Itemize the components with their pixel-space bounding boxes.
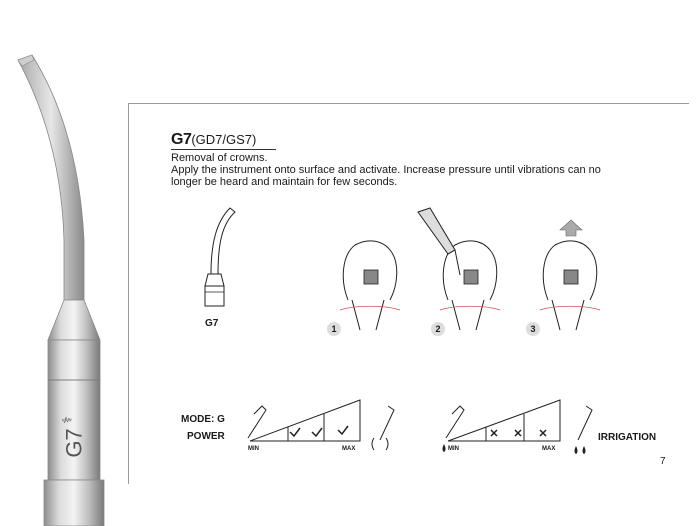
power-label: POWER (187, 431, 225, 442)
page-title (171, 131, 256, 149)
power-max-label: MAX (342, 446, 356, 452)
page-number: 7 (660, 456, 666, 467)
irrigation-min-label: MIN (448, 446, 459, 452)
step-illustrations (320, 200, 620, 350)
water-drop-icon (443, 444, 446, 452)
small-tip-illustration (196, 204, 236, 314)
power-min-label: MIN (248, 446, 259, 452)
power-tool-icon-min (248, 406, 266, 438)
alt-models: (GD7/GS7) (191, 132, 257, 147)
model-name: G7 (171, 131, 192, 148)
description-line-3: longer be heard and maintain for few seconds. (171, 176, 398, 188)
irrigation-max-label: MAX (542, 446, 556, 452)
irrigation-drops-icon (568, 402, 596, 458)
irrigation-label: IRRIGATION (598, 432, 657, 443)
step-badge-3: 3 (526, 322, 540, 336)
tooth-step-2 (418, 208, 500, 330)
step-badge-2: 2 (431, 322, 445, 336)
step-badge-1: 1 (327, 322, 341, 336)
title-underline (171, 149, 276, 150)
tip-logo-icon: ⚕ (59, 416, 75, 424)
tip-engraving: G7 (61, 428, 87, 458)
mode-label: MODE: G (181, 414, 225, 425)
small-tip-label: G7 (205, 318, 219, 329)
tooth-step-3 (540, 220, 600, 330)
power-vibration-icon (368, 402, 398, 452)
description-line-1: Removal of crowns. (171, 152, 268, 164)
description-line-2: Apply the instrument onto surface and activate. Increase pressure until vibrations can no (171, 164, 601, 176)
irrigation-tool-icon-min (446, 406, 464, 438)
tooth-step-1 (340, 241, 400, 330)
